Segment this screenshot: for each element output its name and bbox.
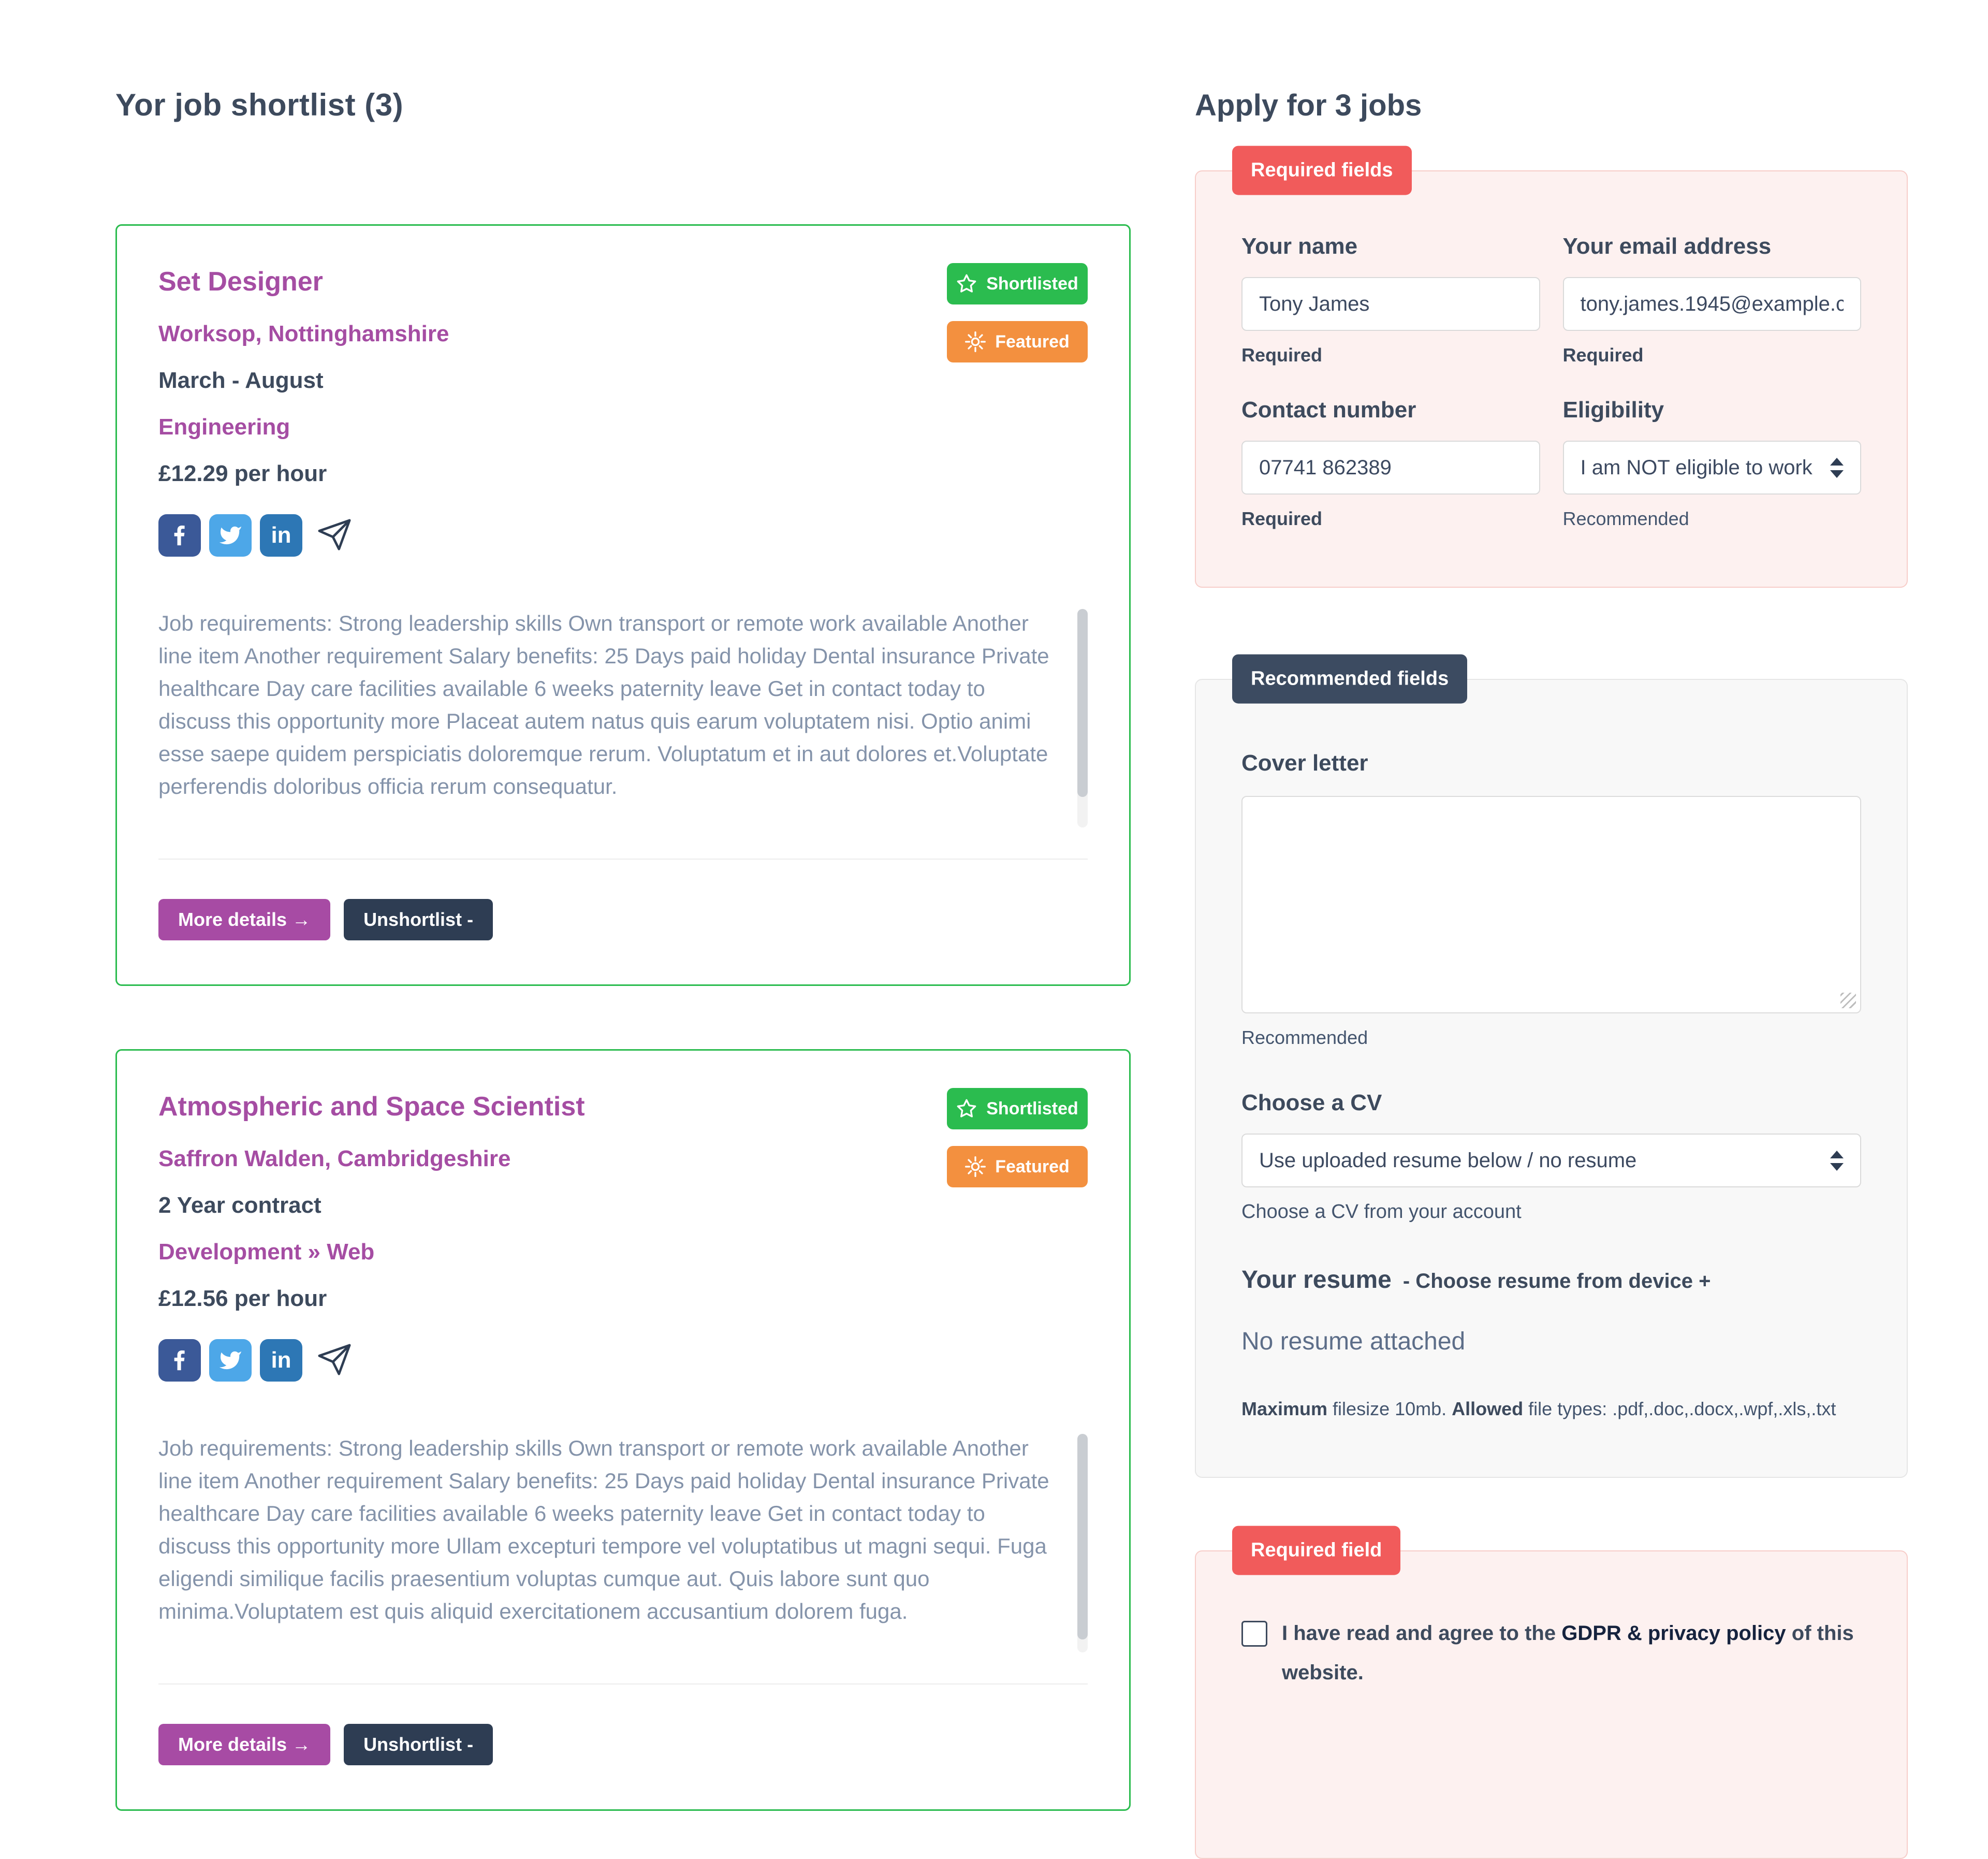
eligibility-field-group: [1563, 397, 1862, 530]
scrollbar-thumb[interactable]: [1077, 1434, 1088, 1639]
cv-selected-value: Use uploaded resume below / no resume: [1259, 1149, 1637, 1172]
job-description-scrollarea[interactable]: [158, 607, 1088, 830]
job-location[interactable]: Worksop, Nottinghamshire: [158, 321, 449, 346]
sun-icon: [965, 1156, 986, 1177]
eligibility-label: Eligibility: [1562, 397, 1664, 423]
job-badges: [947, 1088, 1088, 1187]
scrollbar-thumb[interactable]: [1077, 609, 1088, 797]
job-duration: 2 Year contract: [158, 1193, 321, 1218]
shortlisted-badge: Shortlisted: [947, 263, 1088, 304]
gdpr-consent-row: [1241, 1614, 1861, 1692]
phone-field[interactable]: [1241, 441, 1540, 495]
more-details-button[interactable]: More details →: [158, 1724, 330, 1765]
scrollbar-track[interactable]: [1077, 609, 1088, 827]
cover-letter-recommended-note: Recommended: [1241, 1027, 1368, 1048]
twitter-icon[interactable]: [209, 514, 252, 557]
sun-icon: [965, 331, 986, 352]
name-label: Your name: [1241, 234, 1358, 259]
gdpr-consent-text: I have read and agree to the GDPR & privacy policy of this website.: [1282, 1622, 1854, 1684]
eligibility-select[interactable]: [1563, 441, 1862, 495]
unshortlist-button[interactable]: Unshortlist -: [344, 899, 493, 940]
resume-status: No resume attached: [1241, 1328, 1466, 1355]
job-title[interactable]: Atmospheric and Space Scientist: [158, 1092, 585, 1122]
job-location[interactable]: Saffron Walden, Cambridgeshire: [158, 1146, 511, 1171]
email-required-note: Required: [1562, 344, 1644, 366]
eligibility-recommended-note: Recommended: [1562, 508, 1689, 529]
job-card-header: [158, 263, 1088, 559]
shortlisted-badge: Shortlisted: [947, 1088, 1088, 1129]
card-actions: [158, 899, 1088, 940]
email-field-group: [1563, 234, 1862, 366]
job-card-info: [158, 1088, 585, 1384]
choose-resume-from-device-link[interactable]: - Choose resume from device +: [1402, 1270, 1711, 1292]
featured-badge: Featured: [947, 1146, 1088, 1187]
cover-letter-label: Cover letter: [1241, 750, 1368, 776]
scrollbar-track[interactable]: [1077, 1434, 1088, 1652]
job-card-header: [158, 1088, 1088, 1384]
linkedin-icon[interactable]: in: [260, 1339, 302, 1382]
job-title[interactable]: Set Designer: [158, 267, 323, 297]
send-icon[interactable]: [311, 1337, 358, 1384]
twitter-icon[interactable]: [209, 1339, 252, 1382]
filesize-hint: Maximum filesize 10mb. Allowed file types: .pdf,.doc,.docx,.wpf,.xls,.txt: [1241, 1398, 1836, 1419]
select-updown-icon: [1830, 458, 1844, 478]
recommended-fields-badge: Recommended fields: [1232, 655, 1467, 704]
name-required-note: Required: [1241, 344, 1323, 366]
required-field-badge: Required field: [1232, 1526, 1400, 1575]
featured-badge: Featured: [947, 321, 1088, 362]
recommended-fields-panel: [1195, 667, 1908, 1478]
name-field[interactable]: [1241, 277, 1540, 331]
cover-letter-textarea[interactable]: [1241, 796, 1861, 1013]
resume-label: Your resume: [1241, 1266, 1392, 1294]
job-card-info: [158, 263, 449, 559]
unshortlist-button[interactable]: Unshortlist -: [344, 1724, 493, 1765]
required-fields-panel: [1195, 159, 1908, 588]
star-icon: [956, 1098, 977, 1119]
send-icon[interactable]: [311, 512, 358, 559]
required-fields-grid: [1241, 234, 1861, 530]
job-rate: £12.56 per hour: [158, 1286, 327, 1311]
linkedin-icon[interactable]: in: [260, 514, 302, 557]
job-description-scrollarea[interactable]: [158, 1432, 1088, 1654]
job-description: Job requirements: Strong leadership skills Own transport or remote work available Another line item Another requirement Salary benefits: 25 Days paid holiday Dental insurance Private healthcare Day care facilities available 6 weeks paternity leave Get in contact today to discuss this opportunity more Placeat autem natus quis earum voluptatem nisi. Optio animi esse saepe quidem perspiciatis doloremque rerum. Voluptatum et in aut dolores et.Voluptate perferendis doloribus officia rerum consequatur.: [158, 611, 1049, 798]
shortlist-column: [115, 0, 1131, 1811]
cv-account-note: Choose a CV from your account: [1241, 1201, 1522, 1223]
facebook-icon[interactable]: [158, 514, 201, 557]
card-divider: [158, 1683, 1088, 1684]
job-card: [115, 224, 1131, 986]
job-category[interactable]: Engineering: [158, 414, 290, 440]
email-field[interactable]: [1563, 277, 1862, 331]
apply-column: [1195, 0, 1908, 1859]
cv-select[interactable]: [1241, 1134, 1861, 1187]
card-actions: [158, 1724, 1088, 1765]
resume-line: [1241, 1266, 1861, 1294]
resize-handle-icon[interactable]: [1840, 993, 1856, 1008]
card-divider: [158, 859, 1088, 860]
social-share-row: [158, 1337, 585, 1384]
phone-required-note: Required: [1241, 508, 1323, 529]
social-share-row: [158, 512, 449, 559]
gdpr-privacy-policy-link[interactable]: GDPR & privacy policy: [1561, 1622, 1786, 1645]
shortlist-heading: Yor job shortlist (3): [115, 88, 404, 122]
job-duration: March - August: [158, 368, 324, 393]
phone-label: Contact number: [1241, 397, 1416, 423]
phone-field-group: [1241, 397, 1540, 530]
apply-heading: Apply for 3 jobs: [1195, 89, 1422, 122]
name-field-group: [1241, 234, 1540, 366]
more-details-button[interactable]: More details →: [158, 899, 330, 940]
job-rate: £12.29 per hour: [158, 461, 327, 486]
job-description: Job requirements: Strong leadership skills Own transport or remote work available Another line item Another requirement Salary benefits: 25 Days paid holiday Dental insurance Private healthcare Day care facilities available 6 weeks paternity leave Get in contact today to discuss this opportunity more Ullam excepturi tempore vel voluptatibus ut magni sequi. Fuga eligendi similique facilis praesentium voluptas cumque aut. Quis labore sunt quo minima.Voluptatem est quis aliquid exercitationem accusantium dolorem fuga.: [158, 1436, 1049, 1623]
facebook-icon[interactable]: [158, 1339, 201, 1382]
select-updown-icon: [1830, 1151, 1844, 1171]
eligibility-selected-value: I am NOT eligible to work: [1580, 456, 1812, 479]
job-badges: [947, 263, 1088, 362]
star-icon: [956, 273, 977, 294]
job-category[interactable]: Development » Web: [158, 1239, 375, 1265]
job-card: [115, 1049, 1131, 1811]
choose-cv-label: Choose a CV: [1241, 1090, 1382, 1115]
gdpr-panel: [1195, 1539, 1908, 1859]
email-label: Your email address: [1562, 234, 1772, 259]
required-fields-badge: Required fields: [1232, 146, 1412, 195]
gdpr-checkbox[interactable]: [1241, 1621, 1267, 1647]
